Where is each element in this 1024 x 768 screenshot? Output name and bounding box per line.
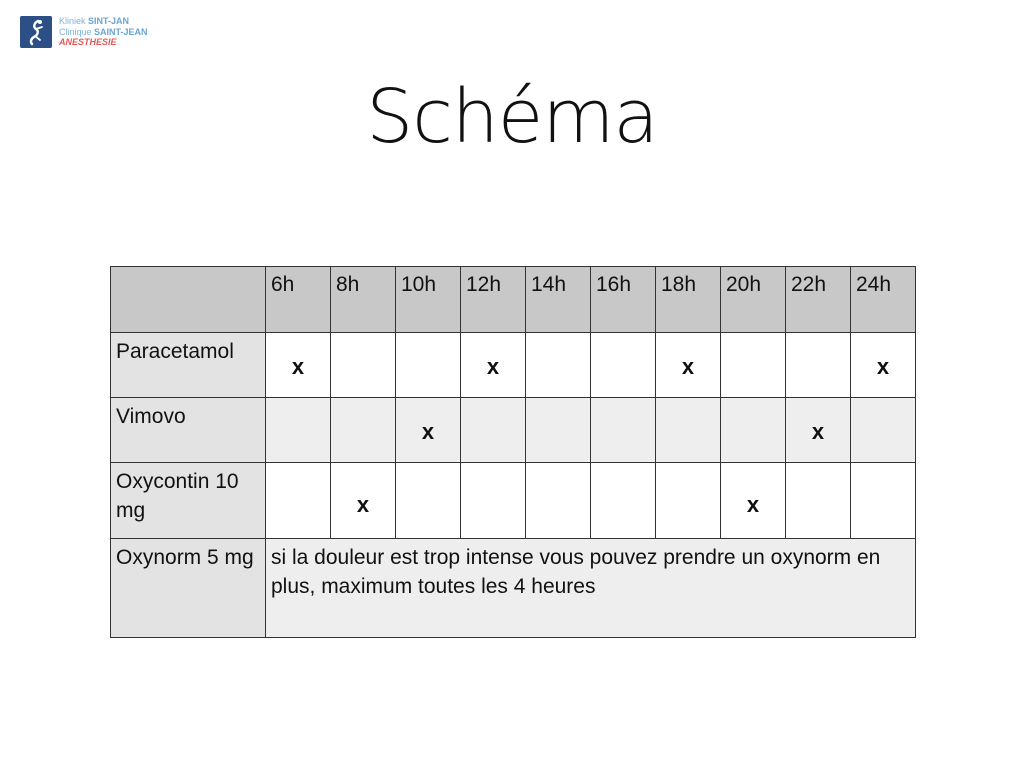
clinic-logo-text [59,16,148,48]
medication-name-cell: Oxynorm 5 mg [111,539,266,638]
dose-cell: x [461,333,526,398]
hour-header-cell: 6h [266,267,331,333]
dose-cell [461,398,526,463]
dose-cell [396,463,461,539]
dose-cell [851,463,916,539]
dose-cell [526,463,591,539]
dose-cell [331,398,396,463]
header-row [111,267,916,333]
hour-header-cell: 8h [331,267,396,333]
hour-header-cell: 14h [526,267,591,333]
dose-cell [786,333,851,398]
logo-department: ANESTHESIE [59,37,117,47]
dose-cell [266,463,331,539]
medication-schedule-table [110,266,916,638]
dose-cell [721,333,786,398]
dose-cell [331,333,396,398]
dose-cell: x [266,333,331,398]
header-corner-cell [111,267,266,333]
dose-cell [721,398,786,463]
dose-cell [526,398,591,463]
hour-header-cell: 16h [591,267,656,333]
hour-header-cell: 22h [786,267,851,333]
logo-line-2: Clinique SAINT-JEAN [59,26,148,37]
dose-cell [526,333,591,398]
dose-cell [266,398,331,463]
dose-cell: x [331,463,396,539]
medication-row [111,398,916,463]
dose-cell [591,333,656,398]
clinic-logo [20,16,148,48]
dose-cell [656,463,721,539]
hour-header-cell: 20h [721,267,786,333]
dose-cell: x [656,333,721,398]
dose-cell [591,398,656,463]
dose-cell: x [396,398,461,463]
dose-cell: x [786,398,851,463]
dose-cell [656,398,721,463]
clinic-logo-icon [20,16,52,48]
hour-header-cell: 18h [656,267,721,333]
dose-cell [851,398,916,463]
dose-cell [786,463,851,539]
dose-cell [591,463,656,539]
slide-title: Schéma [366,74,658,160]
medication-name-cell: Oxycontin 10 mg [111,463,266,539]
medication-row [111,463,916,539]
dose-cell: x [851,333,916,398]
medication-name-cell: Paracetamol [111,333,266,398]
hour-header-cell: 24h [851,267,916,333]
dose-cell [396,333,461,398]
medication-row [111,333,916,398]
oxynorm-row [111,539,916,638]
hour-header-cell: 10h [396,267,461,333]
hour-header-cell: 12h [461,267,526,333]
logo-line-1: Kliniek SINT-JAN [59,16,130,26]
medication-name-cell: Vimovo [111,398,266,463]
dose-cell [461,463,526,539]
dose-cell: x [721,463,786,539]
oxynorm-instruction-cell: si la douleur est trop intense vous pouvez prendre un oxynorm en plus, maximum toutes les 4 heures [266,539,916,638]
